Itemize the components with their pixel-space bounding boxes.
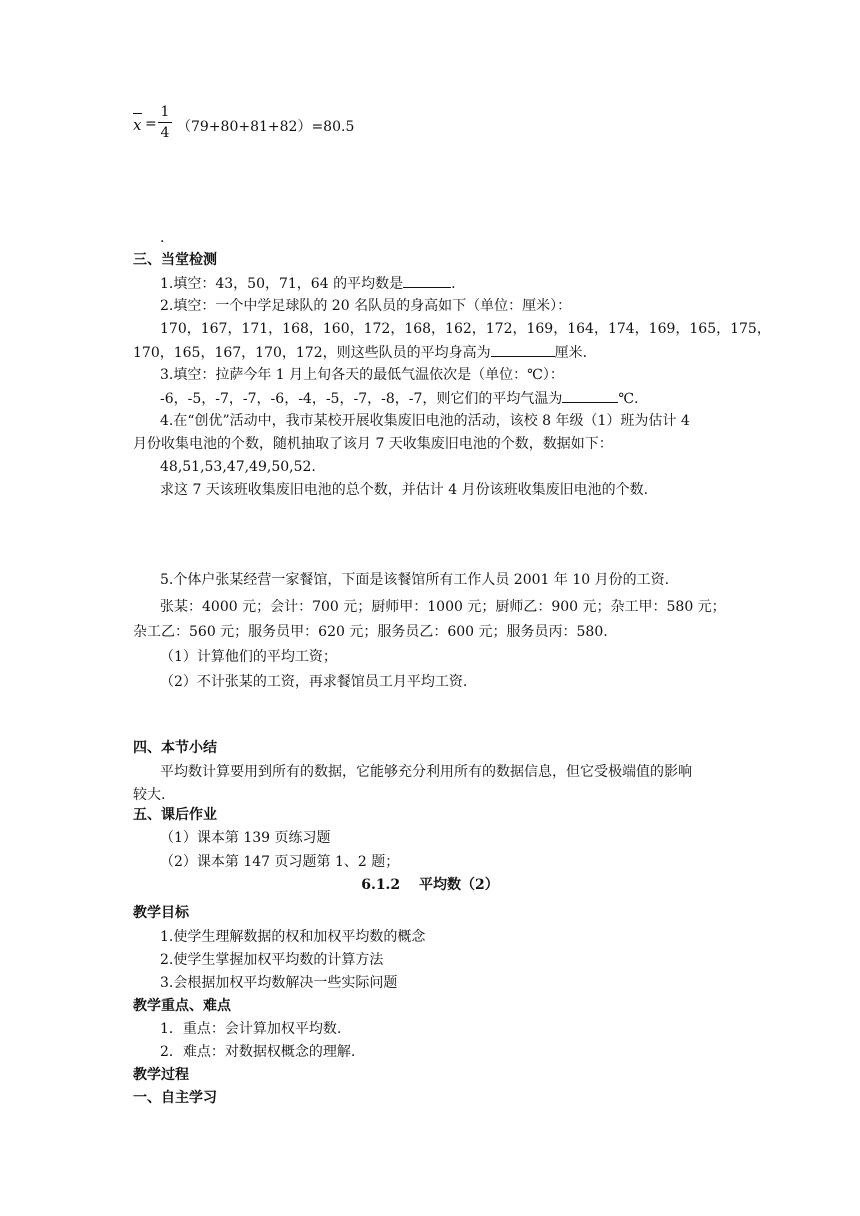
question-1-tail: . [451, 276, 456, 292]
key-point-item: 2．难点：对数据权概念的理解. [160, 1044, 356, 1060]
homework-1: （1）课本第 139 页练习题 [160, 830, 331, 846]
formula-expression: （79+80+81+82）=80.5 [177, 119, 355, 135]
section-5-heading: 五、课后作业 [133, 807, 217, 823]
goal-item: 1.使学生理解数据的权和加权平均数的概念 [160, 929, 426, 945]
goal-item: 3.会根据加权平均数解决一些实际问题 [160, 975, 398, 991]
fraction [158, 103, 172, 142]
question-2-line-3 [133, 342, 587, 363]
question-5-part-2: （2）不计张某的工资，再求餐馆员工月平均工资. [160, 674, 468, 690]
process-heading: 教学过程 [133, 1067, 189, 1083]
question-4-line-2: 月份收集电池的个数，随机抽取了该月 7 天收集废旧电池的个数，数据如下： [133, 436, 613, 452]
question-2-line-1: 2.填空：一个中学足球队的 20 名队员的身高如下（单位：厘米）： [160, 298, 572, 314]
lesson-title: 6.1.2 平均数（2） [361, 877, 499, 893]
goals-heading: 教学目标 [133, 905, 189, 921]
question-3-line-2 [160, 388, 639, 409]
mean-symbol: x [133, 116, 142, 134]
summary-line-2: 较大. [133, 787, 166, 803]
homework-2: （2）课本第 147 页习题第 1、2 题； [160, 854, 400, 870]
question-5-line-1: 5.个体户张某经营一家餐馆，下面是该餐馆所有工作人员 2001 年 10 月份的工资. [160, 572, 670, 588]
section-3-heading: 三、当堂检测 [133, 252, 217, 268]
summary-line-1: 平均数计算要用到所有的数据，它能够充分利用所有的数据信息，但它受极端值的影响 [160, 764, 692, 780]
section-4-heading: 四、本节小结 [133, 740, 217, 756]
question-2-unit: 厘米. [554, 345, 588, 361]
question-5-part-1: （1）计算他们的平均工资； [160, 649, 337, 665]
question-5-line-2: 张某：4000 元；会计：700 元；厨师甲：1000 元；厨师乙：900 元；杂工甲：580 元； [160, 599, 726, 615]
answer-blank [403, 273, 451, 288]
question-4-data: 48,51,53,47,49,50,52. [160, 459, 316, 475]
question-3-line-1: 3.填空：拉萨今年 1 月上旬各天的最低气温依次是（单位：℃）： [160, 367, 564, 383]
question-1-text: 1.填空：43，50，71，64 的平均数是 [160, 276, 404, 292]
question-3-line-2-text: -6，-5，-7，-7，-6，-4，-5，-7，-8，-7，则它们的平均气温为 [160, 391, 563, 407]
fraction-denominator: 4 [160, 125, 170, 141]
fraction-bar [158, 122, 172, 123]
mean-formula [133, 103, 473, 153]
stray-dot: . [160, 230, 165, 246]
question-5-line-3: 杂工乙：560 元；服务员甲：620 元；服务员乙：600 元；服务员丙：580. [133, 624, 608, 640]
question-2-line-3-text: 170，165，167，170，172，则这些队员的平均身高为 [133, 345, 491, 361]
fraction-numerator: 1 [160, 104, 170, 120]
key-points-heading: 教学重点、难点 [133, 998, 231, 1014]
answer-blank [562, 388, 618, 403]
question-4-line-4: 求这 7 天该班收集废旧电池的总个数，并估计 4 月份该班收集废旧电池的个数. [160, 482, 649, 498]
question-2-line-2: 170，167，171，168，160，172，168，162，172，169，164，174，169，165，175， [160, 321, 771, 337]
question-3-unit: ℃. [618, 391, 639, 407]
question-1 [160, 273, 456, 294]
goal-item: 2.使学生掌握加权平均数的计算方法 [160, 952, 384, 968]
answer-blank [491, 342, 555, 357]
key-point-item: 1．重点：会计算加权平均数. [160, 1021, 342, 1037]
question-4-line-1: 4.在“创优”活动中，我市某校开展收集废旧电池的活动，该校 8 年级（1）班为估计 4 [160, 413, 690, 429]
equals-sign: = [145, 116, 157, 132]
part-1-heading: 一、自主学习 [133, 1090, 217, 1106]
